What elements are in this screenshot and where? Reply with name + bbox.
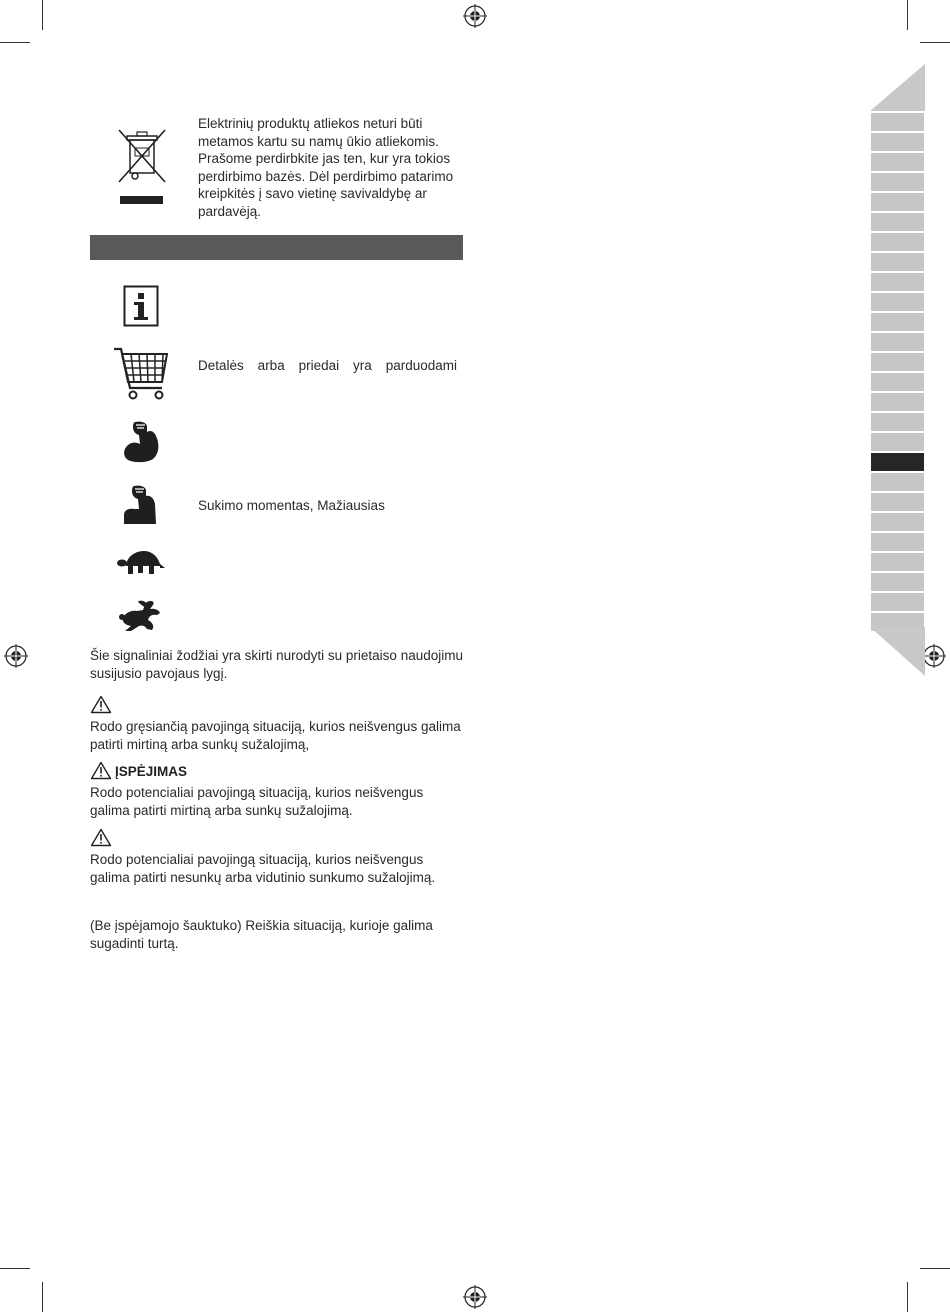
language-tab: [871, 433, 924, 451]
language-tab: [871, 353, 924, 371]
warning-triangle-icon: [90, 695, 112, 714]
warning-triangle-icon: [90, 761, 112, 780]
language-tab: [871, 493, 924, 511]
language-tab: [871, 473, 924, 491]
crop-mark: [0, 1268, 30, 1269]
warning-text-caution: Rodo potencialiai pavojingą situaciją, kurios neišvengus galima patirti nesunkų arba vidutinio sunkumo sužalojimą.: [90, 852, 436, 885]
symbol-text-spare-parts: Detalės arba priedai yra parduodami: [198, 358, 457, 373]
shopping-cart-icon: [112, 345, 170, 401]
crop-mark: [42, 0, 43, 30]
language-tab: [871, 273, 924, 291]
registration-mark-icon: [463, 4, 487, 28]
flexed-arm-icon: [122, 420, 162, 464]
crop-mark: [907, 0, 908, 30]
notice-text: (Be įspėjamojo šauktuko) Reiškia situaciją, kurioje galima sugadinti turtą.: [90, 918, 433, 951]
symbol-text-torque-min: Sukimo momentas, Mažiausias: [198, 498, 385, 513]
language-tab: [871, 333, 924, 351]
language-tab: [871, 293, 924, 311]
language-tab: [871, 213, 924, 231]
registration-mark-icon: [4, 644, 28, 668]
crop-mark: [42, 1282, 43, 1312]
crossed-out-wheelie-bin-icon: [113, 126, 171, 206]
turtle-icon: [116, 548, 166, 578]
language-tab: [871, 413, 924, 431]
language-tab: [871, 173, 924, 191]
language-tab-active: [871, 453, 924, 471]
language-tab: [871, 133, 924, 151]
warning-triangle-icon: [90, 828, 112, 847]
warning-text-warning: Rodo potencialiai pavojingą situaciją, kurios neišvengus galima patirti mirtiną arba sunkų sužalojimą.: [90, 785, 424, 818]
language-tab: [871, 253, 924, 271]
crop-mark: [920, 1268, 950, 1269]
flexed-arm-icon: [120, 484, 160, 528]
language-tab: [871, 393, 924, 411]
registration-mark-icon: [922, 644, 946, 668]
info-icon: [123, 285, 159, 327]
tab-corner-top: [870, 64, 925, 114]
section-header-bar: [90, 235, 463, 260]
language-tab: [871, 113, 924, 131]
warning-label: ĮSPĖJIMAS: [115, 764, 188, 779]
language-tab: [871, 233, 924, 251]
language-tab: [871, 313, 924, 331]
signal-words-intro: Šie signaliniai žodžiai yra skirti nurodyti su prietaiso naudojimu susijusio pavojaus lygį.: [90, 648, 463, 681]
crop-mark: [920, 42, 950, 43]
language-tab: [871, 573, 924, 591]
warning-text-danger: Rodo gręsiančią pavojingą situaciją, kurios neišvengus galima patirti mirtiną arba sunkų sužalojimą,: [90, 719, 461, 752]
language-tab: [871, 513, 924, 531]
language-tab: [871, 533, 924, 551]
rabbit-icon: [117, 598, 165, 638]
language-tab: [871, 553, 924, 571]
language-tab: [871, 193, 924, 211]
language-tab: [871, 153, 924, 171]
language-tab-strip: [871, 113, 924, 633]
disposal-text: Elektrinių produktų atliekos neturi būti metamos kartu su namų ūkio atliekomis. Prašome perdirbkite jas ten, kur yra tokios perdirbimo bazės. Dėl perdirbimo patarimo kreipkitės į savo vietinę savivaldybę ar pardavėją.: [198, 116, 454, 219]
registration-mark-icon: [463, 1285, 487, 1309]
crop-mark: [907, 1282, 908, 1312]
tab-corner-bottom: [870, 627, 925, 677]
crop-mark: [0, 42, 30, 43]
language-tab: [871, 373, 924, 391]
language-tab: [871, 593, 924, 611]
